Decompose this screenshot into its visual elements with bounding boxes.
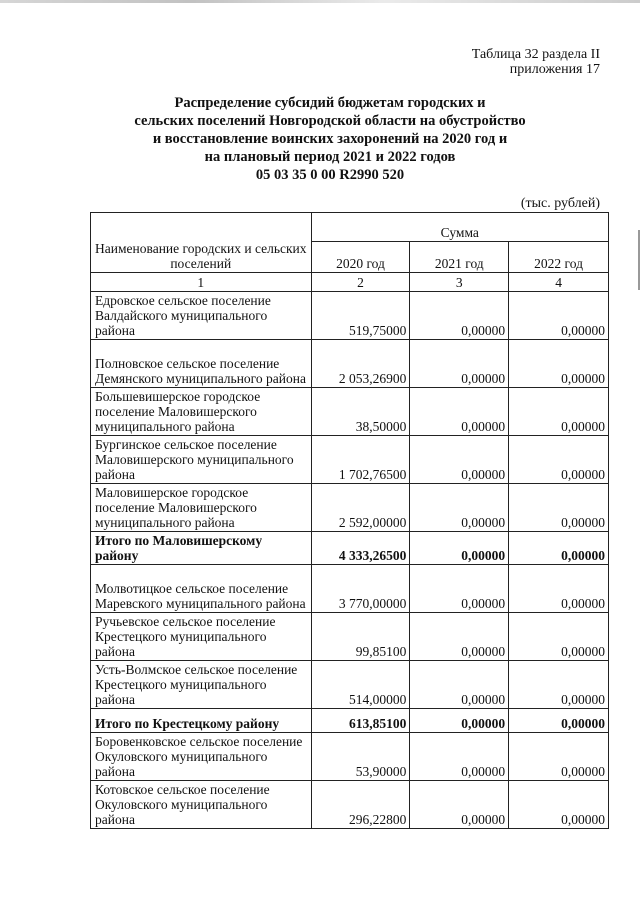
- header-name-cell: Наименование городских и сельских поселений: [91, 213, 312, 273]
- settlement-name: Едровское сельское поселение Валдайского муниципального района: [91, 292, 312, 340]
- amount-2020: 519,75000: [311, 292, 410, 340]
- amount-2020: 1 702,76500: [311, 436, 410, 484]
- table-row: [91, 292, 609, 340]
- settlement-name: Усть-Волмское сельское поселение Крестецкого муниципального района: [91, 661, 312, 709]
- amount-2020: 2 053,26900: [311, 340, 410, 388]
- settlement-name: Маловишерское городское поселение Маловишерского муниципального района: [91, 484, 312, 532]
- amount-2020: 53,90000: [311, 733, 410, 781]
- table-row: [91, 733, 609, 781]
- amount-2021: 0,00000: [410, 340, 509, 388]
- settlement-name: Большевишерское городское поселение Маловишерского муниципального района: [91, 388, 312, 436]
- amount-2022: 0,00000: [509, 613, 609, 661]
- settlement-name: Молвотицкое сельское поселение Маревского муниципального района: [91, 565, 312, 613]
- column-index-1: 1: [91, 273, 312, 292]
- amount-2022: 0,00000: [509, 388, 609, 436]
- total-2020: 4 333,26500: [311, 532, 410, 565]
- reference-line-2: приложения 17: [509, 62, 600, 77]
- amount-2022: 0,00000: [509, 436, 609, 484]
- amount-2020: 296,22800: [311, 781, 410, 829]
- scan-artifact-top: [0, 0, 640, 3]
- amount-2020: 2 592,00000: [311, 484, 410, 532]
- column-index-3: 3: [410, 273, 509, 292]
- table-row: [91, 484, 609, 532]
- units-label: (тыс. рублей): [520, 196, 600, 211]
- table-row: [91, 661, 609, 709]
- amount-2020: 38,50000: [311, 388, 410, 436]
- amount-2021: 0,00000: [410, 436, 509, 484]
- table-row: [91, 565, 609, 613]
- amount-2021: 0,00000: [410, 292, 509, 340]
- total-2022: 0,00000: [509, 709, 609, 733]
- amount-2020: 3 770,00000: [311, 565, 410, 613]
- title-line-3: и восстановление воинских захоронений на 2020 год и: [152, 131, 508, 147]
- settlement-name: Боровенковское сельское поселение Окуловского муниципального района: [91, 733, 312, 781]
- header-sum-cell: Сумма: [311, 213, 608, 242]
- total-label: Итого по Маловишерскому району: [91, 532, 312, 565]
- budget-code: 05 03 35 0 00 R2990 520: [255, 167, 405, 183]
- amount-2021: 0,00000: [410, 484, 509, 532]
- table-row: [91, 340, 609, 388]
- settlement-name: Полновское сельское поселение Демянского муниципального района: [91, 340, 312, 388]
- amount-2021: 0,00000: [410, 661, 509, 709]
- amount-2021: 0,00000: [410, 733, 509, 781]
- header-row-1: [91, 213, 609, 242]
- table-row: [91, 781, 609, 829]
- settlement-name: Ручьевское сельское поселение Крестецкого муниципального района: [91, 613, 312, 661]
- subsidy-table: [90, 212, 609, 829]
- header-year-2020: 2020 год: [311, 242, 410, 273]
- document-title: [90, 94, 570, 184]
- amount-2021: 0,00000: [410, 613, 509, 661]
- total-2020: 613,85100: [311, 709, 410, 733]
- reference-line-1: Таблица 32 раздела II: [471, 47, 600, 62]
- amount-2022: 0,00000: [509, 292, 609, 340]
- amount-2020: 514,00000: [311, 661, 410, 709]
- amount-2021: 0,00000: [410, 388, 509, 436]
- amount-2022: 0,00000: [509, 340, 609, 388]
- title-line-4: на плановый период 2021 и 2022 годов: [204, 149, 456, 165]
- header-year-2022: 2022 год: [509, 242, 609, 273]
- total-2021: 0,00000: [410, 709, 509, 733]
- table-row: [91, 436, 609, 484]
- table-reference: [472, 47, 600, 77]
- amount-2022: 0,00000: [509, 484, 609, 532]
- district-total-row: [91, 532, 609, 565]
- amount-2021: 0,00000: [410, 565, 509, 613]
- title-line-1: Распределение субсидий бюджетам городских и: [174, 95, 486, 111]
- district-total-row: [91, 709, 609, 733]
- column-index-4: 4: [509, 273, 609, 292]
- amount-2022: 0,00000: [509, 565, 609, 613]
- amount-2022: 0,00000: [509, 661, 609, 709]
- total-2021: 0,00000: [410, 532, 509, 565]
- amount-2021: 0,00000: [410, 781, 509, 829]
- title-line-2: сельских поселений Новгородской области на обустройство: [134, 113, 526, 129]
- total-2022: 0,00000: [509, 532, 609, 565]
- header-year-2021: 2021 год: [410, 242, 509, 273]
- total-label: Итого по Крестецкому району: [91, 709, 312, 733]
- column-index-2: 2: [311, 273, 410, 292]
- amount-2022: 0,00000: [509, 733, 609, 781]
- settlement-name: Котовское сельское поселение Окуловского муниципального района: [91, 781, 312, 829]
- column-index-row: [91, 273, 609, 292]
- table-row: [91, 388, 609, 436]
- amount-2022: 0,00000: [509, 781, 609, 829]
- table-row: [91, 613, 609, 661]
- settlement-name: Бургинское сельское поселение Маловишерского муниципального района: [91, 436, 312, 484]
- amount-2020: 99,85100: [311, 613, 410, 661]
